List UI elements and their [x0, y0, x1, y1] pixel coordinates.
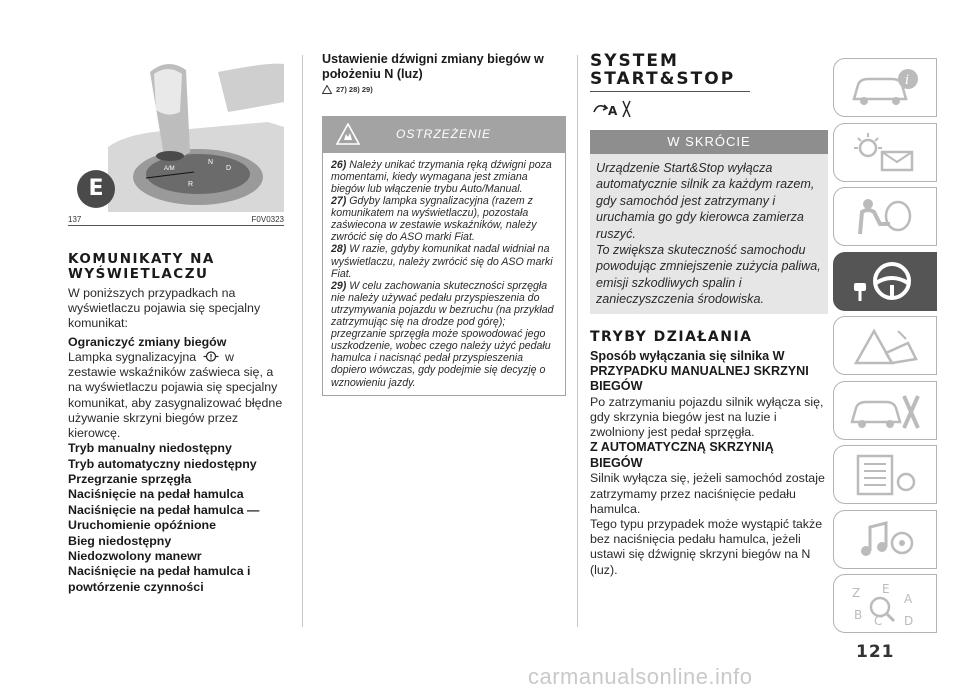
warning-number: 27) [331, 195, 347, 208]
start-stop-heading: SYSTEM START&STOP [590, 52, 750, 92]
tab-emergency[interactable] [833, 316, 937, 375]
start-stop-symbol [590, 98, 828, 120]
paragraph-part-1: Lampka sygnalizacyjna [68, 350, 197, 365]
watermark: carmanualsonline.info [528, 664, 753, 689]
chapter-tabs [833, 58, 937, 639]
warning-triangle-icon [322, 85, 332, 94]
tab-multimedia[interactable] [833, 510, 937, 569]
warning-title: OSTRZEŻENIE [396, 126, 492, 141]
warning-body [322, 152, 566, 396]
svg-text:D: D [226, 165, 232, 172]
auto-gearbox-paragraph: Silnik wyłącza się, jeżeli samochód zostaje zatrzymamy przez naciśnięcie pedału hamulca. [590, 471, 825, 516]
svg-text:D: D [904, 614, 914, 627]
svg-text:Z: Z [852, 586, 861, 600]
tab-maintenance[interactable] [833, 381, 937, 440]
steering-wheel-key-icon [846, 259, 926, 305]
neutral-paragraph: Tego typu przypadek może wystąpić także bez naciśnięcia pedału hamulca, jeżeli ustawi się dźwignię skrzyni biegów na N (luz). [590, 516, 823, 577]
figure-caption [68, 215, 284, 224]
quick-summary-p1: Urządzenie Start&Stop wyłącza automatycznie silnik za każdym razem, gdy samochód jest zatrzymany i uruchamia go gdy kierowca zamierza ruszyć. [596, 161, 815, 241]
tab-technical-data[interactable] [833, 445, 937, 504]
warning-text: Gdyby lampka sygnalizacyjna (razem z komunikatem na wyświetlaczu), pozostała zaświecona w zestawie wskaźników, należy zwrócić się do ASO marki Fiat. [331, 195, 537, 244]
tab-safety[interactable] [833, 187, 937, 246]
column-divider [302, 55, 303, 627]
svg-text:i: i [905, 73, 910, 88]
warning-text: W celu zachowania skuteczności sprzęgła nie należy używać pedału przyspieszenia do utrzymywania pojazdu w bezruchu (na przykład zatrzymując się na drodze pod górę); przegrzanie sprzęgła może spowodować jego uszkodzenie, wobec czego należy użyć pedału hamulca i nacisnąć pedał przyspieszenia dopiero wówczas, gdy podejmie się decyzję o wznowieniu jazdy. [331, 279, 554, 389]
refs-row [322, 85, 566, 94]
warning-header [322, 116, 566, 152]
svg-text:A: A [904, 592, 913, 606]
manual-gearbox-paragraph: Po zatrzymaniu pojazdu silnik wyłącza się, gdy skrzynia biegów jest na luzie i zwolniony jest pedał sprzęgła. [590, 394, 824, 440]
tab-index[interactable] [833, 574, 937, 633]
operating-modes-heading: TRYBY DZIAŁANIA [590, 328, 753, 345]
svg-text:E: E [882, 582, 890, 596]
svg-text:B: B [854, 608, 863, 622]
paragraph-part-2: w zestawie wskaźników zaświeca się, a na wyświetlaczu pojawia się specjalny komunikat, aby zasygnalizować błędne używanie skrzyni biegów przez kierowcę. [68, 350, 283, 441]
figure-number: 137 [68, 215, 82, 224]
warning-item [331, 280, 557, 389]
message-list [68, 441, 284, 595]
svg-text:N: N [208, 159, 214, 166]
tab-starting-driving[interactable] [833, 252, 937, 311]
quick-summary-box [590, 130, 828, 314]
quick-summary-p2: To zwiększa skuteczność samochodu powodując zmniejszenie zużycia paliwa, emisji szkodliwych spalin i zanieczyszczenia środowiska. [596, 243, 821, 307]
neutral-position-heading: Ustawienie dźwigni zmiany biegów w położeniu N (luz) [322, 52, 544, 82]
svg-text:A: A [608, 104, 618, 118]
figure-code: F0V0323 [251, 215, 284, 224]
message-item: Naciśnięcie na pedał hamulca i powtórzenie czynności [68, 564, 251, 594]
callout-e-badge: E [77, 170, 115, 208]
music-nav-icon [846, 517, 926, 563]
message-item: Uruchomienie opóźnione [68, 518, 217, 533]
seat-airbag-icon [846, 194, 926, 240]
auto-gearbox-subheading: Z AUTOMATYCZNĄ SKRZYNIĄ BIEGÓW [590, 440, 774, 470]
warning-number: 26) [331, 158, 347, 171]
svg-text:C: C [874, 614, 883, 627]
warning-number: 29) [331, 279, 347, 292]
warning-light-paragraph [68, 350, 284, 441]
warning-text: W razie, gdyby komunikat nadal widniał na wyświetlaczu, należy zwrócić się do ASO marki Fiat. [331, 243, 553, 280]
warning-box [322, 116, 566, 396]
message-item: Naciśnięcie na pedał hamulca — [68, 502, 260, 517]
warning-item [331, 195, 557, 243]
warning-text: Należy unikać trzymania ręką dźwigni poza momentami, kiedy wymagana jest zmiana biegów lub włączenie trybu Auto/Manual. [331, 158, 552, 195]
message-item: Tryb manualny niedostępny [68, 441, 232, 456]
spec-list-icon [846, 452, 926, 498]
svg-text:A/M: A/M [164, 166, 175, 172]
intro-paragraph: W poniższych przypadkach na wyświetlaczu pojawia się specjalny komunikat: [68, 286, 261, 331]
message-item: Bieg niedostępny [68, 533, 172, 548]
warning-triangle-icon [846, 323, 926, 369]
left-column [68, 52, 284, 595]
quick-summary-title: W SKRÓCIE [590, 130, 828, 154]
warning-number: 28) [331, 243, 347, 256]
page-number: 121 [856, 642, 895, 662]
warning-item [331, 159, 557, 195]
car-info-icon [846, 65, 926, 111]
middle-column [322, 52, 566, 396]
warning-references: 27) 28) 29) [336, 84, 373, 94]
message-item: Naciśnięcie na pedał hamulca [68, 487, 244, 502]
message-item: Przegrzanie sprzęgła [68, 472, 192, 487]
figure-rule [68, 225, 284, 226]
car-wrench-icon [846, 388, 926, 434]
abc-index-icon [846, 581, 926, 627]
svg-text:R: R [188, 181, 194, 188]
right-column [590, 52, 828, 578]
warning-item [331, 243, 557, 279]
column-divider [577, 55, 578, 627]
tab-car-info[interactable] [833, 58, 937, 117]
gearbox-warning-icon [202, 350, 220, 363]
manual-gearbox-subheading: Sposób wyłączania się silnika W PRZYPADKU MANUALNEJ SKRZYNI BIEGÓW [590, 348, 809, 394]
tab-lights-messages[interactable] [833, 123, 937, 182]
gear-shifter-figure [68, 52, 284, 212]
section-heading-messages: KOMUNIKATY NA WYŚWIETLACZU [68, 251, 215, 282]
start-stop-a-icon [590, 98, 634, 120]
hand-warning-icon [336, 123, 360, 145]
lights-mail-icon [846, 130, 926, 176]
message-restrict-gear: Ograniczyć zmiany biegów [68, 334, 227, 349]
quick-summary-body [590, 154, 828, 314]
message-item: Tryb automatyczny niedostępny [68, 456, 257, 471]
message-item: Niedozwolony manewr [68, 549, 202, 564]
